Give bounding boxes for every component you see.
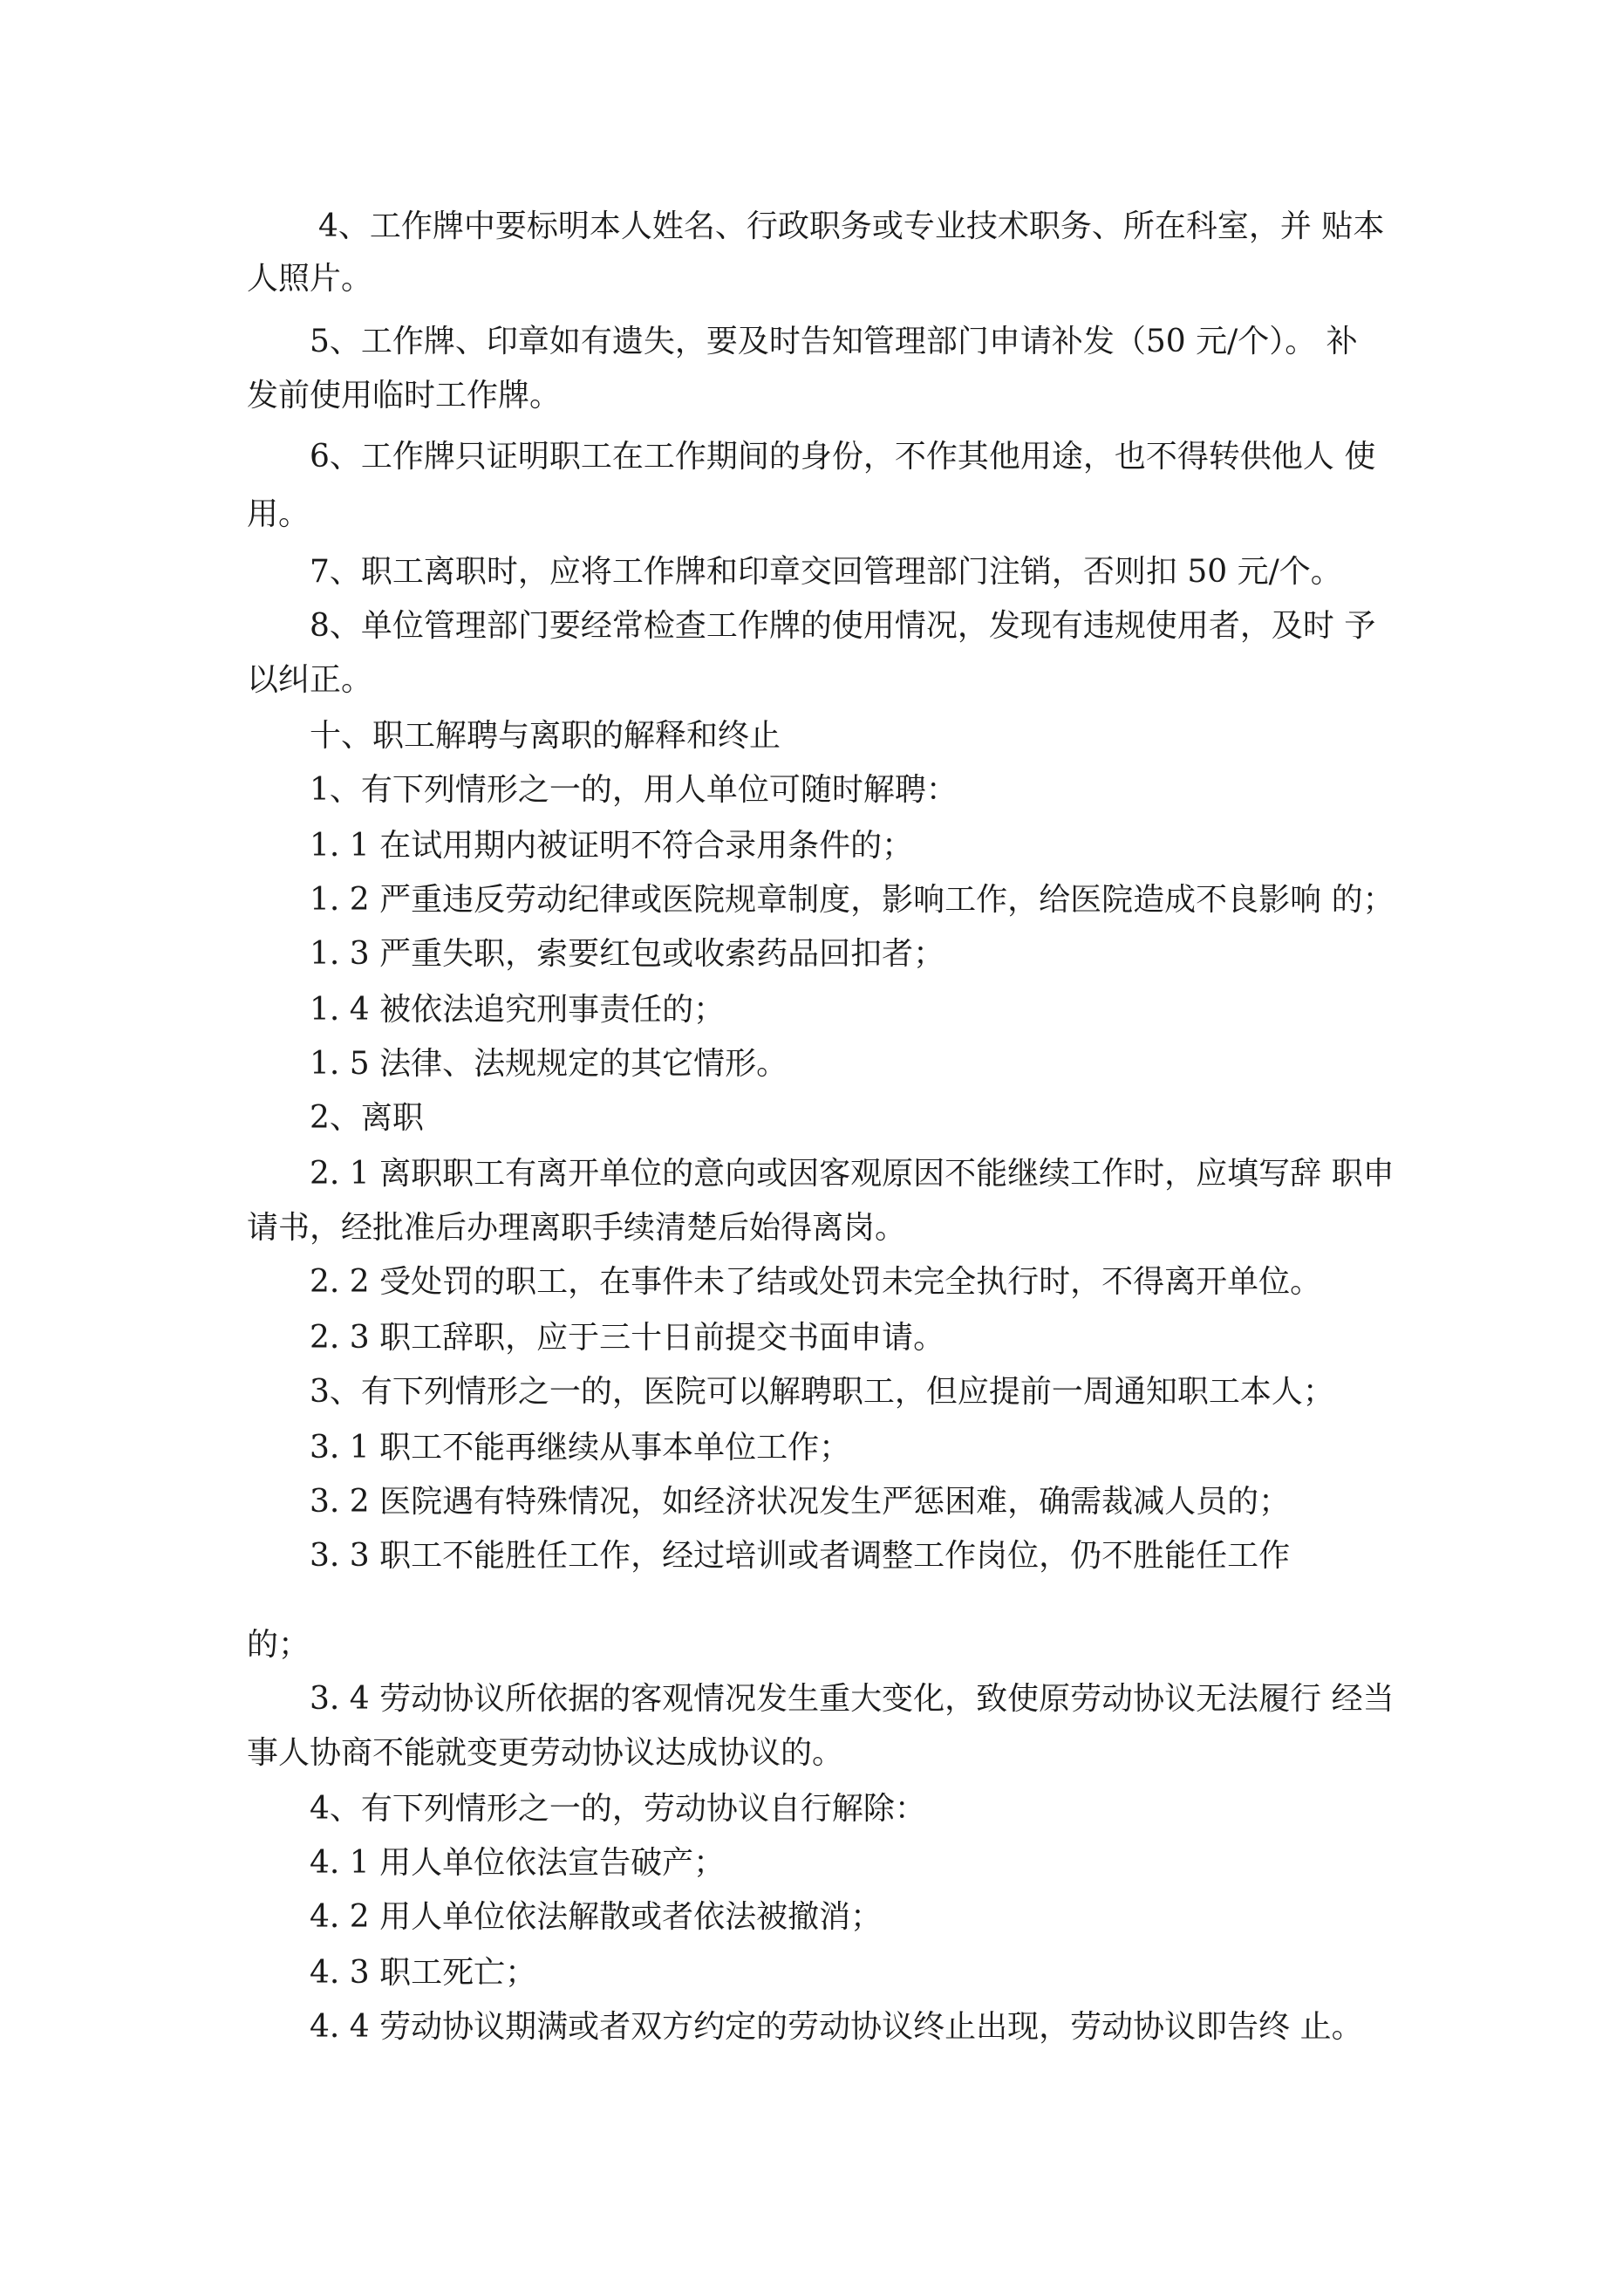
paragraph-line: 2. 2 受处罚的职工，在事件未了结或处罚未完全执行时，不得离开单位。 [310,1264,1322,1300]
paragraph-line: 的； [247,1627,310,1663]
paragraph-line: 以纠正。 [247,662,373,698]
paragraph-line: 4、工作牌中要标明本人姓名、行政职务或专业技术职务、所在科室，并 贴本 [318,208,1385,244]
paragraph-line: 3. 2 医院遇有特殊情况，如经济状况发生严惩困难，确需裁减人员的； [310,1484,1291,1520]
paragraph-line: 1. 5 法律、法规规定的其它情形。 [310,1046,788,1082]
paragraph-line: 8、单位管理部门要经常检查工作牌的使用情况，发现有违规使用者，及时 予 [310,608,1376,644]
section-heading: 十、职工解聘与离职的解释和终止 [310,718,781,754]
paragraph-line: 5、工作牌、印章如有遗失，要及时告知管理部门申请补发（50 元/个）。 补 [310,324,1358,359]
paragraph-line: 2. 3 职工辞职，应于三十日前提交书面申请。 [310,1320,945,1356]
paragraph-line: 7、职工离职时，应将工作牌和印章交回管理部门注销，否则扣 50 元/个。 [310,554,1342,590]
paragraph-line: 4. 3 职工死亡； [310,1955,537,1991]
paragraph-line: 1. 4 被依法追究刑事责任的； [310,992,726,1028]
paragraph-line: 3. 3 职工不能胜任工作，经过培训或者调整工作岗位，仍不胜能任工作 [310,1538,1291,1574]
paragraph-line: 发前使用临时工作牌。 [247,378,562,413]
paragraph-line: 1. 3 严重失职，索要红包或收索药品回扣者； [310,936,945,972]
paragraph-line: 4、有下列情形之一的，劳动协议自行解除： [310,1791,926,1827]
paragraph-line: 6、工作牌只证明职工在工作期间的身份，不作其他用途，也不得转供他人 使 [310,439,1376,475]
paragraph-line: 1. 2 严重违反劳动纪律或医院规章制度，影响工作，给医院造成不良影响 的； [310,882,1395,918]
paragraph-line: 事人协商不能就变更劳动协议达成协议的。 [247,1735,844,1771]
paragraph-line: 2. 1 离职职工有离开单位的意向或因客观原因不能继续工作时，应填写辞 职申 [310,1156,1395,1192]
paragraph-line: 用。 [247,496,310,532]
paragraph-line: 3、有下列情形之一的，医院可以解聘职工，但应提前一周通知职工本人； [310,1374,1334,1410]
paragraph-line: 请书，经批准后办理离职手续清楚后始得离岗。 [247,1210,907,1246]
paragraph-line: 人照片。 [247,261,373,297]
paragraph-line: 1. 1 在试用期内被证明不符合录用条件的； [310,828,914,864]
paragraph-line: 4. 1 用人单位依法宣告破产； [310,1845,726,1881]
paragraph-line: 2、离职 [310,1100,424,1136]
paragraph-line: 3. 4 劳动协议所依据的客观情况发生重大变化，致使原劳动协议无法履行 经当 [310,1681,1395,1717]
paragraph-line: 4. 4 劳动协议期满或者双方约定的劳动协议终止出现，劳动协议即告终 止。 [310,2009,1363,2045]
paragraph-line: 4. 2 用人单位依法解散或者依法被撤消； [310,1899,883,1935]
paragraph-line: 1、有下列情形之一的，用人单位可随时解聘： [310,772,958,808]
paragraph-line: 3. 1 职工不能再继续从事本单位工作； [310,1430,851,1466]
